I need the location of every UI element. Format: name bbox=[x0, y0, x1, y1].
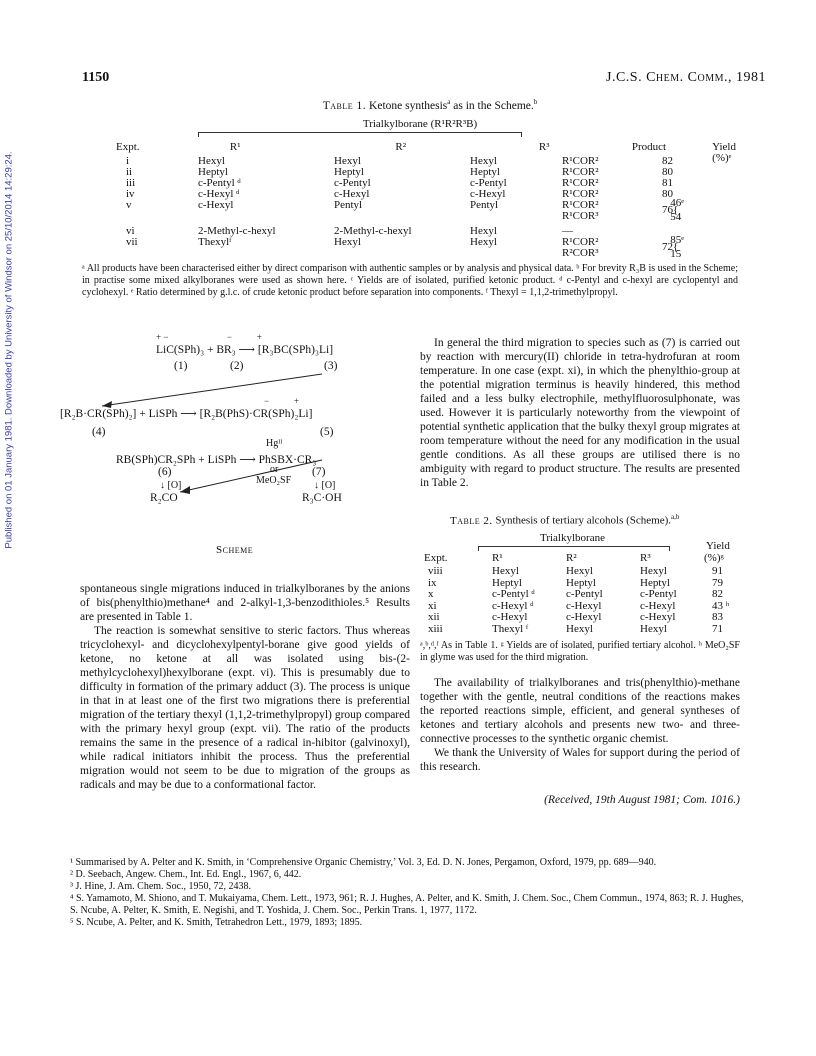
table1-cell: c-Pentyl bbox=[334, 177, 371, 189]
table1-header: R³ bbox=[538, 141, 550, 153]
table1-label: Table 1. bbox=[322, 99, 367, 112]
table1-cell: c-Hexyl bbox=[198, 199, 234, 211]
table2-cell: Thexyl ᶠ bbox=[492, 622, 529, 635]
table2-cell: c-Hexyl bbox=[640, 599, 676, 612]
table2-cell: Heptyl bbox=[566, 576, 596, 589]
table2-cell: c-Hexyl bbox=[566, 611, 602, 623]
table1-header: Expt. bbox=[116, 141, 140, 153]
table1-cell: 2-Methyl-c-hexyl bbox=[334, 225, 412, 237]
reagent-hg: Hgᴵᴵ bbox=[266, 438, 283, 449]
right-column-2 bbox=[420, 676, 740, 774]
references bbox=[70, 857, 750, 929]
compound-label: (7) bbox=[312, 466, 326, 478]
table2-cell: Hexyl bbox=[640, 565, 667, 577]
table2-cell: xi bbox=[428, 599, 437, 612]
scheme-line-3: RB(SPh)CR₂SPh + LiSPh ⟶ PhSBX·CR₃ bbox=[116, 454, 317, 466]
scheme bbox=[60, 332, 410, 564]
table1-cell: v bbox=[126, 199, 132, 211]
table2-cell: x bbox=[428, 588, 434, 600]
paragraph: The reaction is somewhat sensitive to steric factors. Thus whereas tricyclohexyl- and dicyclohexylpentyl-borane give good yields of ketone, no ketone at all was isolated using bis-(2-methylcyclohexyl)hexylborane (expt. vi). This is presumably due to difficulty in formation of the primary adduct (3). The process is unique in that in at least one of the first two migrations there is preferential migration of the tertiary thexyl (1,1,2-trimethylpropyl) group compared with the primary hexyl group (expt. vii). The ratio of the products remains the same in the presence of a radical in-hibitor (galvinoxyl), while radical initiators inhibit the process. Thus the preferential migration would not seem to be due to migration of the groups as radicals and may be due to a conformational factor. bbox=[80, 625, 410, 791]
table2-header: R² bbox=[566, 552, 577, 564]
table2-cell: 83 bbox=[712, 611, 723, 623]
table2-yield-head: Yield bbox=[706, 540, 730, 552]
table1-sup-b: b bbox=[533, 98, 538, 106]
table2-cell: xii bbox=[428, 611, 440, 623]
table1-header: R² bbox=[395, 141, 407, 153]
table2-yield-unit: (%)ᵍ bbox=[704, 552, 724, 564]
table2-header: Expt. bbox=[424, 552, 448, 564]
oxidation-arrow-1: ↓ [O] bbox=[160, 480, 182, 491]
table1-cell: R¹COR² bbox=[562, 166, 599, 178]
table2-cell: c-Hexyl ᵈ bbox=[492, 599, 534, 612]
compound-label: (6) bbox=[158, 466, 172, 478]
right-column bbox=[420, 336, 740, 490]
compound-label: (5) bbox=[320, 426, 334, 438]
product-alcohol: R₃C·OH bbox=[302, 492, 342, 504]
table2-header: R¹ bbox=[492, 552, 503, 564]
table2-cell: Heptyl bbox=[492, 576, 522, 589]
scheme-arrows bbox=[80, 334, 410, 514]
table1-cell: Hexyl bbox=[470, 225, 497, 237]
table2-caption bbox=[420, 513, 740, 527]
left-column bbox=[80, 582, 410, 792]
table2-cell: c-Hexyl bbox=[640, 611, 676, 623]
oxidation-arrow-2: ↓ [O] bbox=[314, 480, 336, 491]
table1-cell: c-Hexyl bbox=[334, 188, 370, 200]
table1-cell: iv bbox=[126, 188, 135, 200]
table1-cell: 81 bbox=[662, 177, 673, 189]
table2-cell: c-Hexyl bbox=[566, 599, 602, 612]
table1-cell: Hexyl bbox=[198, 155, 225, 167]
table1-cell: Hexyl bbox=[334, 155, 361, 167]
paragraph: spontaneous single migrations induced in trialkylboranes by the anions of bis(phenylthio)methane⁴ and 2-alkyl-1,3-benzodithioles.⁵ Results are presented in Table 1. bbox=[80, 583, 410, 623]
table1-cell: — bbox=[562, 225, 573, 237]
table1-title: Ketone synthesis bbox=[369, 99, 448, 112]
table1-cell: 85ᵉ 72{ 15 bbox=[662, 234, 685, 260]
table2-cell: 79 bbox=[712, 576, 723, 589]
sidebar-text: Published on 01 January 1981. Downloaded by University of Windsor on 25/10/2014 14:29:24. bbox=[3, 151, 15, 549]
table2-sup: a,b bbox=[671, 513, 680, 521]
journal-title: J.C.S. Chem. Comm., 1981 bbox=[606, 70, 766, 85]
table1-caption bbox=[200, 98, 660, 112]
scheme-charges-1: + − − + bbox=[156, 332, 262, 342]
table1-cell: R¹COR² bbox=[562, 177, 599, 189]
table1-cell: 82 bbox=[662, 155, 673, 167]
table1-cell: 80 bbox=[662, 166, 673, 178]
reagent-meo2sf: MeO₂SF bbox=[256, 475, 292, 486]
table1-cell: vi bbox=[126, 225, 135, 237]
table2-label: Table 2. bbox=[450, 514, 493, 527]
scheme-line-2: [R₂B·CR(SPh)₂] + LiSPh ⟶ [R₂B(PhS)·CR(SPh)₂Li] bbox=[60, 408, 313, 420]
table1-cell: Hexyl bbox=[470, 236, 497, 248]
scheme-title: Scheme bbox=[216, 544, 254, 556]
table1-cell: Heptyl bbox=[470, 166, 500, 178]
table2-group-heading: Trialkylborane bbox=[540, 532, 605, 544]
table1-cell: c-Hexyl bbox=[470, 188, 506, 200]
table1-cell: R¹COR² R¹COR³ bbox=[562, 199, 599, 222]
table1-sup-a: a bbox=[447, 98, 451, 106]
table2-cell: Heptyl bbox=[640, 576, 670, 589]
table2-cell: Hexyl bbox=[566, 565, 593, 577]
table1-cell: vii bbox=[126, 236, 138, 248]
table2-cell: ix bbox=[428, 576, 437, 589]
product-ketone: R₂CO bbox=[150, 492, 178, 504]
table1-cell: iii bbox=[126, 177, 136, 189]
table2-cell: Hexyl bbox=[492, 565, 519, 577]
table1-cell: R¹COR² bbox=[562, 188, 599, 200]
table1-cell: 46ᵉ 76{ 54 bbox=[662, 197, 685, 223]
table2-cell: 82 bbox=[712, 588, 723, 600]
table1-cell: Thexylᶠ bbox=[198, 236, 232, 248]
table1-brace bbox=[198, 132, 522, 137]
table1-cell: Heptyl bbox=[198, 166, 228, 178]
table2-cell: c-Pentyl ᵈ bbox=[492, 588, 535, 600]
reagent-or: or bbox=[270, 464, 279, 475]
arrow-head bbox=[180, 486, 190, 494]
table1-cell: Pentyl bbox=[334, 199, 363, 211]
received-date: (Received, 19th August 1981; Com. 1016.) bbox=[544, 794, 740, 806]
table1-header: R¹ bbox=[229, 141, 241, 153]
table2-cell: 91 bbox=[712, 565, 723, 577]
compound-label: (3) bbox=[324, 360, 338, 372]
paragraph: In general the third migration to species such as (7) is carried out by reaction with mercury(II) chloride in tetra-hydrofuran at room temperature. In one case (expt. xi), in which the phenylthio-group at the potential migration terminus is heavily hindered, this method failed and a less bulky electrophile, methylfluorosulphonate, was used. However it is particularly noteworthy from the viewpoint of potential synthetic application that the bulky thexyl group migrates at room temperature without the need for any modification in the usual gentle conditions. As all these groups are utilised there is no ambiguity with regard to product structure. The results are presented in Table 2. bbox=[420, 337, 740, 489]
table2-cell: xiii bbox=[428, 622, 443, 635]
table1-cell: c-Pentyl bbox=[470, 177, 507, 189]
table1-cell: Hexyl bbox=[470, 155, 497, 167]
table2-brace bbox=[478, 546, 670, 551]
table1-cell: c-Pentyl ᵈ bbox=[198, 177, 241, 189]
table1-cell: 2-Methyl-c-hexyl bbox=[198, 225, 276, 237]
table2-footnote: ᵃ,ᵇ,ᵈ,ᶠ As in Table 1. ᵍ Yields are of isolated, purified tertiary alcohol. ʰ MeO₂SF in glyme was used for the third migration. bbox=[420, 640, 740, 663]
paragraph: The availability of trialkylboranes and tris(phenylthio)-methane together with the gentle, neutral conditions of the reactions makes the reported reactions simple, efficient, and general syntheses of ketones and tertiary alcohols and presents new two- and three-connective processes to the synthetic organic chemist. bbox=[420, 677, 740, 745]
scheme-line-1: LiC(SPh)₃ + BR₃ ⟶ [R₃BC(SPh)₃Li] bbox=[156, 344, 334, 356]
table1-cell: R¹COR² R²COR³ bbox=[562, 236, 599, 259]
table2-cell: Hexyl bbox=[566, 622, 593, 635]
reference: ² D. Seebach, Angew. Chem., Int. Ed. Engl., 1967, 6, 442. bbox=[70, 869, 302, 880]
sidebar-notice bbox=[0, 40, 20, 660]
page-number: 1150 bbox=[82, 70, 110, 85]
table1-cell: c-Hexyl ᵈ bbox=[198, 188, 240, 200]
table2-cell: c-Hexyl bbox=[492, 611, 528, 623]
table2-cell: c-Pentyl bbox=[640, 588, 677, 600]
reference: ⁵ S. Ncube, A. Pelter, and K. Smith, Tetrahedron Lett., 1979, 1893; 1895. bbox=[70, 917, 363, 928]
table1-cell: 80 bbox=[662, 188, 673, 200]
table1-header: Product bbox=[631, 141, 667, 153]
table1-cell: i bbox=[126, 155, 130, 167]
table1-group-heading: Trialkylborane (R¹R²R³B) bbox=[362, 118, 478, 130]
reference: ⁴ S. Yamamoto, M. Shiono, and T. Mukaiyama, Chem. Lett., 1973, 961; R. J. Hughes, A. Pelter, and K. Smith, J. Chem. Soc., Chem Commun., 1974, 863; R. J. Hughes, S. Ncube, A. Pelter, K. Smith, E. Negishi, and T. Yoshida, J. Chem. Soc., Perkin Trans. 1, 1977, 1172. bbox=[70, 893, 744, 916]
compound-label: (1) bbox=[174, 360, 188, 372]
table1-title-tail: as in the Scheme. bbox=[450, 99, 534, 112]
reference: ³ J. Hine, J. Am. Chem. Soc., 1950, 72, 2438. bbox=[70, 881, 252, 892]
table2-cell: viii bbox=[428, 565, 443, 577]
table1-cell: Pentyl bbox=[470, 199, 499, 211]
scheme-charges-2: − + bbox=[264, 396, 299, 406]
table1-cell: Heptyl bbox=[334, 166, 364, 178]
table2-cell: Hexyl bbox=[640, 622, 667, 635]
table1-header: Yield (%)ᵉ bbox=[712, 141, 736, 164]
table2-header: R³ bbox=[640, 552, 651, 564]
table2-cell: 71 bbox=[712, 622, 723, 635]
table2-cell: 43 ʰ bbox=[712, 599, 730, 612]
table2-title: Synthesis of tertiary alcohols (Scheme). bbox=[495, 514, 672, 527]
table2-cell: c-Pentyl bbox=[566, 588, 603, 600]
compound-label: (4) bbox=[92, 426, 106, 438]
paragraph: We thank the University of Wales for support during the period of this research. bbox=[420, 747, 740, 773]
table1-cell: Hexyl bbox=[334, 236, 361, 248]
compound-label: (2) bbox=[230, 360, 244, 372]
table1-footnote: ᵃ All products have been characterised either by direct comparison with authentic samples or by analysis and physical data. ᵇ For brevity R₃B is used in the Scheme; in practise some mixed alkylboranes were used as shown here. ᶜ Yields are of isolated, purified ketonic product. ᵈ c-Pentyl and c-hexyl are cyclopentyl and cyclohexyl. ᵉ Ratio determined by g.l.c. of crude ketonic product before separation into components. ᶠ Thexyl = 1,1,2-trimethylpropyl. bbox=[82, 263, 738, 298]
reference: ¹ Summarised by A. Pelter and K. Smith, in ‘Comprehensive Organic Chemistry,’ Vol. 3, Ed. D. N. Jones, Pergamon, Oxford, 1979, pp. 689—940. bbox=[70, 857, 657, 868]
table1-cell: ii bbox=[126, 166, 133, 178]
table1-cell: R¹COR² bbox=[562, 155, 599, 167]
